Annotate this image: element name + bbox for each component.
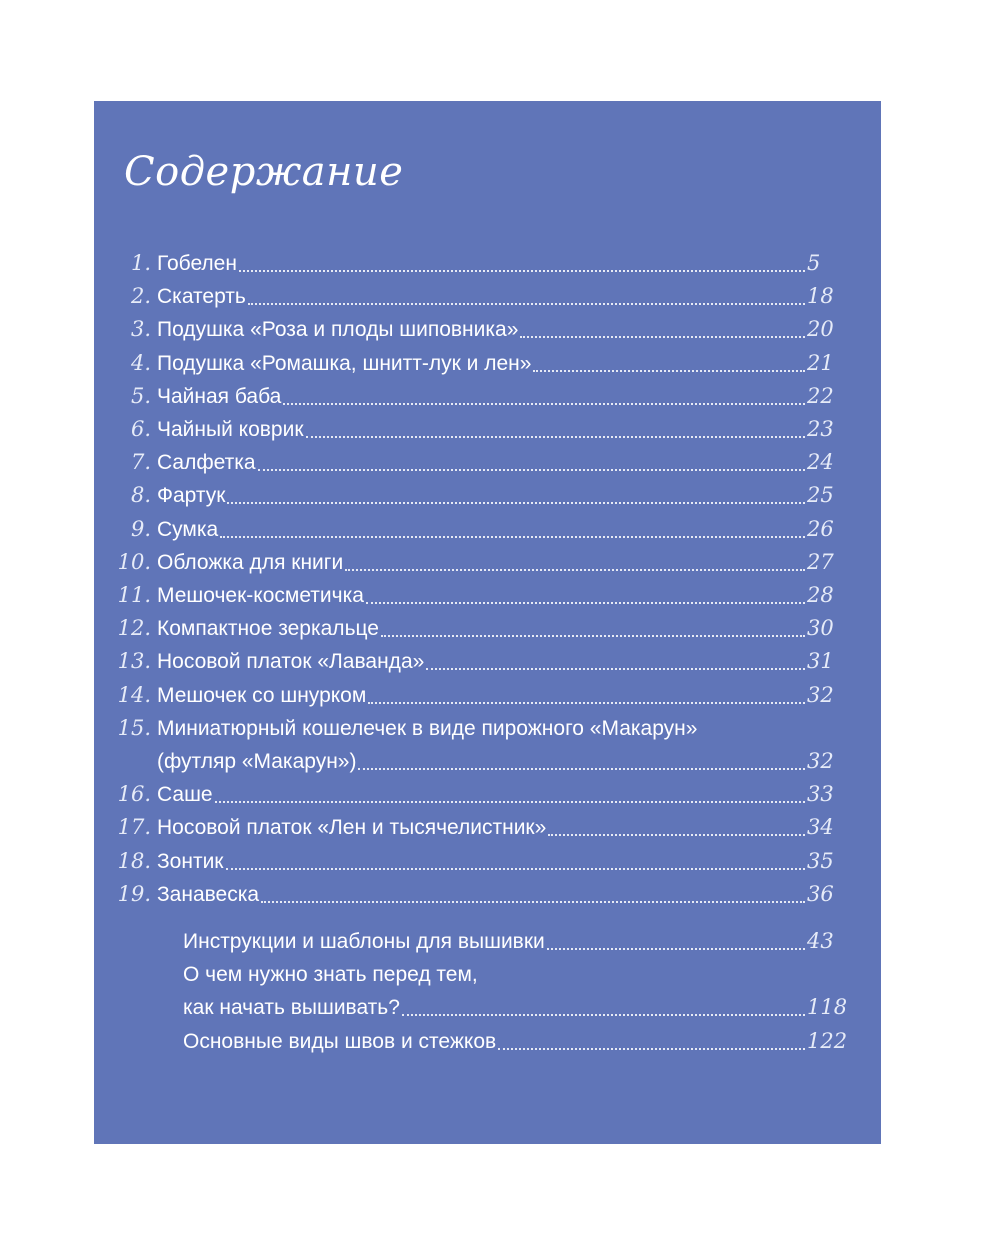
toc-entry[interactable]: [94, 612, 881, 645]
dot-leader: [533, 369, 805, 372]
toc-entry-number: 16.: [117, 782, 151, 807]
toc-entry-page: 43: [807, 929, 834, 953]
toc-entry-number: 15.: [117, 715, 151, 740]
toc-entry-page: 30: [807, 616, 834, 641]
dot-leader: [498, 1047, 805, 1050]
toc-entry-page: 5: [807, 251, 821, 275]
dot-leader: [548, 833, 805, 836]
toc-entry-number: 9.: [130, 516, 151, 541]
toc-entry-page: 22: [807, 383, 834, 408]
toc-entry-number: 1.: [130, 251, 151, 275]
toc-entry-title: О чем нужно знать перед тем,: [183, 963, 478, 987]
toc-entry[interactable]: [94, 958, 881, 991]
toc-entry-page: 23: [807, 417, 834, 441]
toc-entry[interactable]: [94, 925, 881, 958]
toc-entry-title: (футляр «Макарун»): [157, 750, 357, 773]
dot-leader: [366, 601, 805, 604]
toc-entry[interactable]: [94, 645, 881, 678]
toc-entry-page: 118: [807, 995, 848, 1020]
toc-entry-number: 6.: [130, 417, 151, 441]
toc-entry-title: Носовой платок «Лаванда»: [157, 650, 425, 674]
toc-entry[interactable]: [94, 778, 881, 811]
toc-entry-title: Инструкции и шаблоны для вышивки: [183, 930, 545, 953]
toc-entry[interactable]: [94, 479, 881, 512]
dot-leader: [258, 468, 805, 471]
toc-entry[interactable]: [94, 878, 881, 911]
toc-entry-title: Занавеска: [157, 882, 260, 906]
dot-leader: [426, 667, 805, 670]
dot-leader: [261, 900, 805, 903]
toc-entry-page: 21: [807, 350, 834, 375]
toc-entry-page: 24: [807, 450, 834, 475]
toc-entry-title: Сумка: [157, 517, 219, 541]
toc-entry-title: Салфетка: [157, 451, 256, 475]
page-title: Содержание: [124, 149, 404, 195]
dot-leader: [520, 335, 805, 338]
toc-entry-title: Носовой платок «Лен и тысячелистник»: [157, 816, 547, 840]
dot-leader: [547, 947, 805, 950]
toc-entry-page: 28: [807, 583, 834, 607]
toc-entry-number: 18.: [117, 848, 151, 873]
toc-entry-title: Обложка для книги: [157, 550, 344, 574]
toc-entry[interactable]: [94, 712, 881, 745]
dot-leader: [239, 269, 805, 272]
toc-entry-page: 27: [807, 549, 834, 574]
toc-entry-title: Чайная баба: [157, 384, 282, 408]
toc-entry-number: 10.: [117, 549, 151, 574]
toc-entry-number: 5.: [130, 383, 151, 408]
toc-entry-title: Гобелен: [157, 252, 237, 275]
toc-entry-page: 25: [807, 483, 834, 508]
toc-entry[interactable]: [94, 513, 881, 546]
toc-entry-title: как начать вышивать?: [183, 996, 400, 1020]
toc-entry[interactable]: [94, 413, 881, 446]
dot-leader: [227, 501, 805, 504]
dot-leader: [283, 402, 805, 405]
toc-entry-number: 19.: [117, 881, 151, 906]
dot-leader: [368, 701, 805, 704]
toc-entry[interactable]: [94, 546, 881, 579]
toc-entry-page: 33: [807, 782, 834, 807]
toc-entry-title: Чайный коврик: [157, 418, 304, 441]
toc-entry[interactable]: [94, 745, 881, 778]
toc-entry-page: 32: [807, 749, 834, 773]
toc-entry[interactable]: [94, 991, 881, 1024]
toc-entry-page: 35: [807, 848, 834, 873]
toc-entry-page: 20: [807, 317, 834, 342]
toc-entry[interactable]: [94, 679, 881, 712]
toc-entry[interactable]: [94, 313, 881, 346]
toc-entry[interactable]: [94, 579, 881, 612]
dot-leader: [402, 1013, 805, 1016]
dot-leader: [358, 767, 805, 770]
toc-entry-title: Подушка «Роза и плоды шиповника»: [157, 318, 519, 342]
toc-entry-title: Саше: [157, 783, 213, 807]
toc-entry-page: 32: [807, 682, 834, 707]
dot-leader: [220, 535, 805, 538]
toc-entry-page: 36: [807, 881, 834, 906]
toc-entry-number: 13.: [117, 649, 151, 674]
toc-entry-title: Мешочек со шнурком: [157, 683, 367, 707]
toc-entry-number: 7.: [130, 450, 151, 475]
dot-leader: [381, 634, 805, 637]
dot-leader: [306, 435, 805, 438]
toc-entry-number: 17.: [117, 815, 151, 840]
toc-entry-page: 18: [807, 284, 834, 309]
toc-entry-page: 31: [807, 649, 834, 674]
toc-entry-number: 11.: [117, 583, 151, 607]
toc-entry-title: Скатерть: [157, 285, 246, 309]
toc-entry-page: 122: [807, 1028, 848, 1053]
toc-entry[interactable]: [94, 1025, 881, 1058]
toc-entry-title: Компактное зеркальце: [157, 617, 379, 641]
dot-leader: [248, 302, 805, 305]
toc-entry-title: Мешочек-косметичка: [157, 584, 364, 607]
toc-entry-number: 12.: [117, 616, 151, 641]
toc-entry-number: 4.: [130, 350, 151, 375]
toc-entry-number: 2.: [130, 284, 151, 309]
toc-entry-title: Миниатюрный кошелечек в виде пирожного «Макарун»: [157, 716, 698, 740]
contents-panel: [94, 101, 881, 1144]
toc-entry-title: Основные виды швов и стежков: [183, 1029, 497, 1053]
toc-entry-number: 3.: [130, 317, 151, 342]
dot-leader: [215, 800, 805, 803]
toc-entry[interactable]: [94, 845, 881, 878]
toc-entry-page: 26: [807, 516, 834, 541]
toc-entry-title: Подушка «Ромашка, шнитт-лук и лен»: [157, 351, 532, 375]
toc-entry[interactable]: [94, 380, 881, 413]
toc-entry-number: 14.: [117, 682, 151, 707]
dot-leader: [345, 568, 805, 571]
toc-entry[interactable]: [94, 811, 881, 844]
toc-entry[interactable]: [94, 446, 881, 479]
toc-entry-page: 34: [807, 815, 834, 840]
toc-entry[interactable]: [94, 280, 881, 313]
toc-entry[interactable]: [94, 347, 881, 380]
toc-entry-title: Фартук: [157, 484, 226, 508]
toc-entry-title: Зонтик: [157, 849, 224, 873]
toc-entry-number: 8.: [130, 483, 151, 508]
toc-entry[interactable]: [94, 247, 881, 280]
dot-leader: [226, 867, 806, 870]
